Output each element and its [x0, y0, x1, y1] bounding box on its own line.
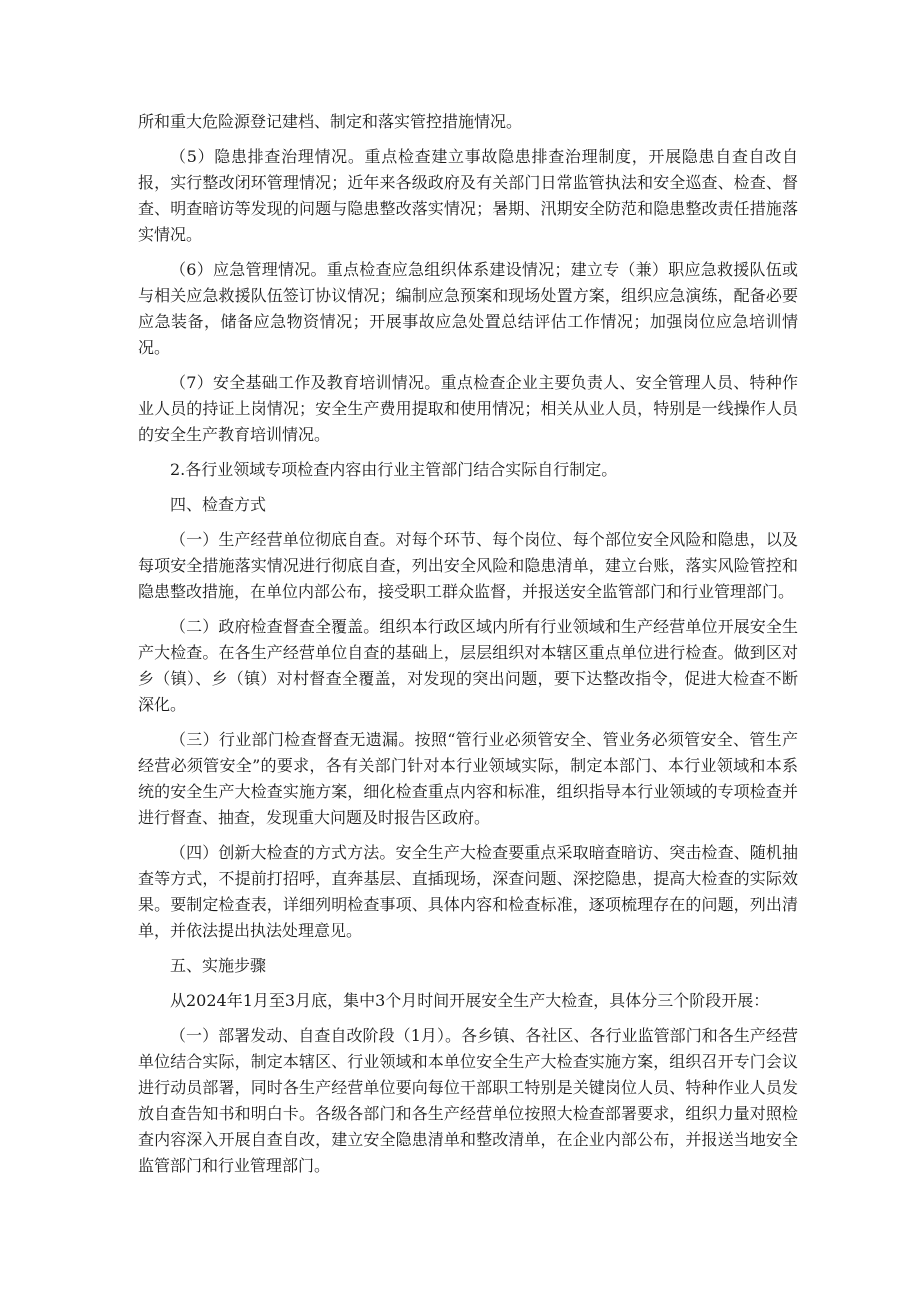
paragraph-timeline: 从2024年1月至3月底，集中3个月时间开展安全生产大检查，具体分三个阶段开展： — [170, 991, 770, 1010]
paragraph-hazard-inspection: （5）隐患排查治理情况。重点检查建立事故隐患排查治理制度，开展隐患自查自改自报，实行整改闭环管理情况；近年来各级政府及有关部门日常监管执法和安全巡查、检查、督查、明查暗访等发现的问题与隐患整改落实情况；暑期、汛期安全防范和隐患整改责任措施落实情况。 — [138, 147, 798, 244]
paragraph-self-inspection: （一）生产经营单位彻底自查。对每个环节、每个岗位、每个部位安全风险和隐患，以及每项安全措施落实情况进行彻底自查，列出安全风险和隐患清单，建立台账，落实风险管控和隐患整改措施，在单位内部公布，接受职工群众监督，并报送安全监管部门和行业管理部门。 — [138, 530, 798, 601]
paragraph-safety-training: （7）安全基础工作及教育培训情况。重点检查企业主要负责人、安全管理人员、特种作业人员的持证上岗情况；安全生产费用提取和使用情况；相关从业人员，特别是一线操作人员的安全生产教育培训情况。 — [138, 373, 798, 444]
paragraph-emergency-management: （6）应急管理情况。重点检查应急组织体系建设情况；建立专（兼）职应急救援队伍或与相关应急救援队伍签订协议情况；编制应急预案和现场处置方案，组织应急演练，配备必要应急装备，储备应急物资情况；开展事故应急处置总结评估工作情况；加强岗位应急培训情况。 — [138, 260, 798, 357]
heading-inspection-methods: 四、检查方式 — [170, 495, 267, 514]
document-body — [138, 109, 798, 1179]
paragraph-industry-special-inspection: 2.各行业领域专项检查内容由行业主管部门结合实际自行制定。 — [170, 460, 618, 479]
paragraph-department-inspection: （三）行业部门检查督查无遗漏。按照“管行业必须管安全、管业务必须管安全、管生产经营必须管安全”的要求，各有关部门针对本行业领域实际，制定本部门、本行业领域和本系统的安全生产大检查实施方案，细化检查重点内容和标准，组织指导本行业领域的专项检查并进行督查、抽查，发现重大问题及时报告区政府。 — [138, 730, 798, 827]
heading-implementation-steps: 五、实施步骤 — [170, 956, 267, 975]
paragraph-continuation: 所和重大危险源登记建档、制定和落实管控措施情况。 — [138, 112, 523, 131]
paragraph-innovative-methods: （四）创新大检查的方式方法。安全生产大检查要重点采取暗查暗访、突击检查、随机抽查等方式，不提前打招呼，直奔基层、直插现场，深查问题、深挖隐患，提高大检查的实际效果。要制定检查表，详细列明检查事项、具体内容和检查标准，逐项梳理存在的问题，列出清单，并依法提出执法处理意见。 — [138, 843, 798, 940]
paragraph-government-inspection: （二）政府检查督查全覆盖。组织本行政区域内所有行业领域和生产经营单位开展安全生产大检查。在各生产经营单位自查的基础上，层层组织对本辖区重点单位进行检查。做到区对乡（镇）、乡（镇）对村督查全覆盖，对发现的突出问题，要下达整改指令，促进大检查不断深化。 — [138, 617, 798, 714]
paragraph-phase-one: （一）部署发动、自查自改阶段（1月）。各乡镇、各社区、各行业监管部门和各生产经营单位结合实际，制定本辖区、行业领域和本单位安全生产大检查实施方案，组织召开专门会议进行动员部署，同时各生产经营单位要向每位干部职工特别是关键岗位人员、特种作业人员发放自查告知书和明白卡。各级各部门和各生产经营单位按照大检查部署要求，组织力量对照检查内容深入开展自查自改，建立安全隐患清单和整改清单，在企业内部公布，并报送当地安全监管部门和行业管理部门。 — [138, 1026, 798, 1175]
